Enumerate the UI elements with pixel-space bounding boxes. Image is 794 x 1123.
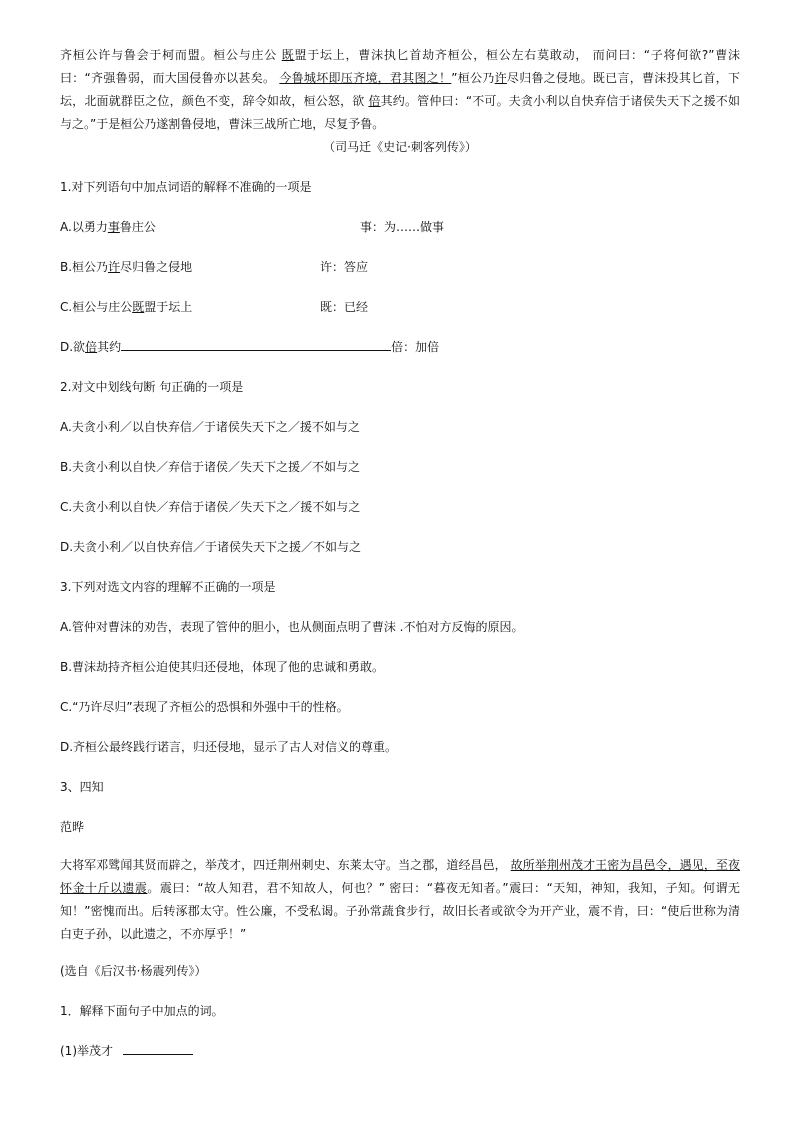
passage-2-source: (选自《后汉书·杨震列传》）	[60, 964, 207, 978]
q3-stem: 3.下列对选文内容的理解不正确的一项是	[60, 580, 276, 594]
q3-option-c: C.“乃许尽归”表现了齐桓公的恐惧和外强中干的性格。	[60, 700, 349, 714]
fill-line	[121, 338, 391, 351]
q2-option-b: B.夫贪小利以自快／弃信于诸侯／失天下之援／不如与之	[60, 460, 361, 474]
section-3-q1-item: (1)举茂才	[60, 1042, 740, 1060]
section-3-heading: 3、四知	[60, 780, 104, 794]
underlined-word: 许	[494, 71, 507, 85]
q2-option-a: A.夫贪小利／以自快弃信／于诸侯失天下之／援不如与之	[60, 420, 360, 434]
passage-2: 大将军邓骘闻其贤而辟之，举茂才，四迁荆州刺史、东莱太守。当之郡，道经昌邑， 故所举荆州茂才王密为昌邑令，遇见，至夜怀金十斤以遗震。震曰：“故人知君，君不知故人，何也？” 密曰：“暮夜无知者。”震曰：“天知，神知，我知，子知。何谓无知！”密愧而出。后转涿郡太守。性公廉，不受私谒。子孙常蔬食步行，故旧长者或欲令为开产业，震不肯，曰：“使后世称为清白吏子孙，以此遗之，不亦厚乎！”	[60, 858, 740, 941]
answer-blank[interactable]	[123, 1044, 193, 1055]
underlined-sentence: 故所举荆州茂才王密为昌邑令，遇见，至夜怀金十斤以遗震	[60, 858, 740, 895]
underlined-word: 倍	[368, 94, 381, 108]
q1-option-c-note: 既：已经	[320, 300, 369, 314]
q1-option-b: B.桓公乃许尽归鲁之侵地 许：答应	[60, 260, 369, 274]
section-3-author: 范晔	[60, 820, 85, 834]
underlined-word: 既	[281, 48, 295, 62]
passage-1: 齐桓公许与鲁会于柯而盟。桓公与庄公 既盟于坛上，曹沫执匕首劫齐桓公，桓公左右莫敢动， 而问曰：“子将何欲?”曹沫曰：“齐强鲁弱，而大国侵鲁亦以甚矣。 今鲁城坏即压齐境，君其图之！”桓公乃许尽归鲁之侵地。既已言，曹沫投其匕首，下坛，北面就群臣之位，颜色不变，辞令如故，桓公怒，欲 倍其约。管仲曰：“不可。夫贪小利以自快弃信于诸侯失天下之援不如与之。”于是桓公乃遂割鲁侵地，曹沫三战所亡地，尽复予鲁。	[60, 48, 740, 131]
q3-option-b: B.曹沫劫持齐桓公迫使其归还侵地，体现了他的忠诚和勇敢。	[60, 660, 385, 674]
passage-1-source: （司马迁《史记·刺客列传》）	[323, 140, 477, 154]
q3-option-d: D.齐桓公最终践行诺言，归还侵地，显示了古人对信义的尊重。	[60, 740, 398, 754]
q2-stem: 2.对文中划线句断 句正确的一项是	[60, 380, 244, 394]
q2-option-c: C.夫贪小利以自快／弃信于诸侯／失天下之／援不如与之	[60, 500, 361, 514]
q1-option-b-note: 许：答应	[320, 260, 369, 274]
section-3-q1-stem: 1．解释下面句子中加点的词。	[60, 1004, 224, 1018]
q1-option-a: A.以勇力事鲁庄公 事：为……做事	[60, 220, 445, 234]
q1-stem: 1.对下列语句中加点词语的解释不准确的一项是	[60, 180, 312, 194]
q1-option-d: D.欲倍其约 倍：加倍	[60, 340, 440, 354]
q1-option-c: C.桓公与庄公既盟于坛上 既：已经	[60, 300, 369, 314]
q3-option-a: A.管仲对曹沫的劝告，表现了管仲的胆小，也从侧面点明了曹沫 .不怕对方反悔的原因。	[60, 620, 524, 634]
q2-option-d: D.夫贪小利／以自快弃信／于诸侯失天下之援／不如与之	[60, 540, 362, 554]
document-page	[60, 44, 740, 1060]
underlined-sentence: 今鲁城坏即压齐境，君其图之！	[279, 71, 452, 85]
q1-option-a-note: 事：为……做事	[360, 220, 445, 234]
